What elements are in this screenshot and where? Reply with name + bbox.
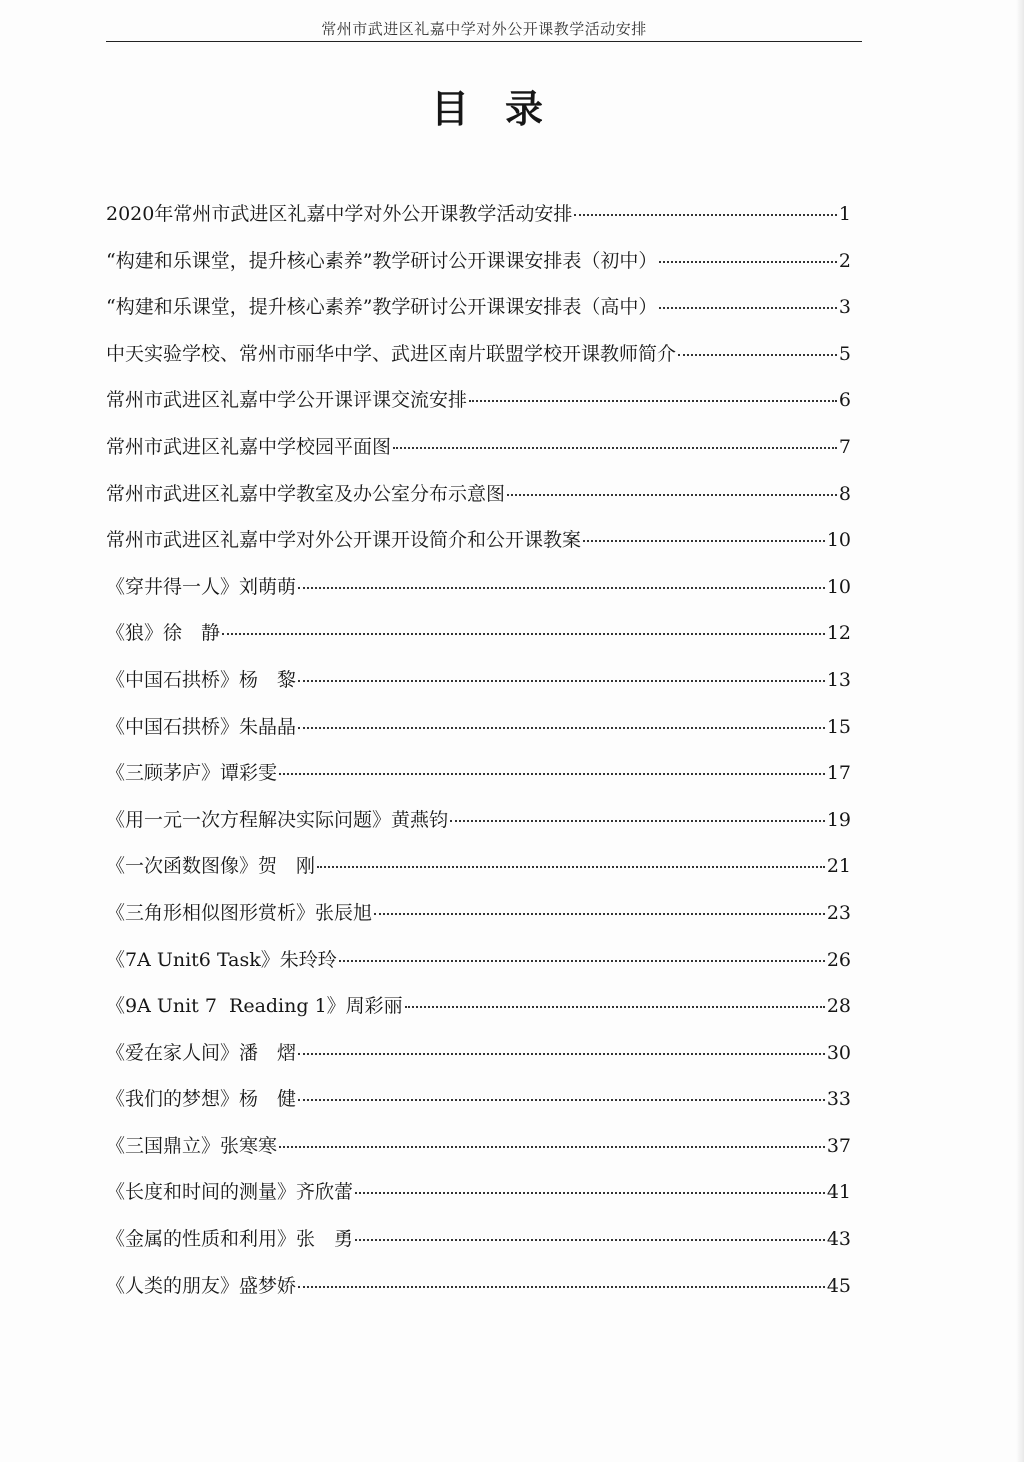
dot-leader [659,306,836,309]
dot-leader [574,213,837,216]
toc-entry-title: 《7A Unit6 Task》朱玲玲 [106,948,337,971]
toc-entry-title: 2020年常州市武进区礼嘉中学对外公开课教学活动安排 [106,203,573,225]
toc-entry-page-number: 21 [826,855,851,878]
dot-leader [659,260,836,263]
header-rule [106,41,862,42]
toc-entry[interactable] [106,945,851,992]
toc-entry-title: 常州市武进区礼嘉中学公开课评课交流安排 [106,389,468,412]
dot-leader [317,865,825,868]
toc-entry-page-number: 6 [838,389,851,412]
toc-entry-page-number: 2 [838,249,851,272]
toc-entry[interactable] [106,758,851,805]
toc-entry-title: 《金属的性质和利用》张 勇 [106,1228,354,1251]
toc-entry-title: 常州市武进区礼嘉中学校园平面图 [106,435,392,458]
toc-entry-page-number: 1 [838,203,851,225]
dot-leader [298,1052,825,1055]
dot-leader [298,586,825,589]
toc-entry-title: “构建和乐课堂，提升核心素养”教学研讨公开课课安排表（初中） [106,249,658,272]
toc-entry-title: 《人类的朋友》盛梦娇 [106,1274,297,1297]
toc-entry-title: 《狼》徐 静 [106,622,221,645]
toc-entry[interactable] [106,292,851,339]
dot-leader [393,446,837,449]
toc-entry-page-number: 15 [826,715,851,738]
toc-entry-title: 《中国石拱桥》杨 黎 [106,668,297,691]
toc-entry-title: 《三国鼎立》张寒寒 [106,1134,278,1157]
toc-entry[interactable] [106,525,851,572]
toc-entry[interactable] [106,385,851,432]
toc-entry-title: 《中国石拱桥》朱晶晶 [106,715,297,738]
toc-entry[interactable] [106,618,851,665]
toc-entry-page-number: 43 [826,1228,851,1251]
toc-entry-page-number: 37 [826,1134,851,1157]
toc-entry[interactable] [106,1177,851,1224]
toc-entry-title: 《穿井得一人》刘萌萌 [106,575,297,598]
toc-entry-page-number: 10 [826,575,851,598]
toc-entry-page-number: 19 [826,808,851,831]
toc-entry-page-number: 13 [826,668,851,691]
toc-entry[interactable] [106,1271,851,1318]
dot-leader [355,1191,825,1194]
toc-entry[interactable] [106,991,851,1038]
toc-entry[interactable] [106,432,851,479]
toc-entry[interactable] [106,246,851,293]
dot-leader [222,632,825,635]
toc-entry-title: 《三顾茅庐》谭彩雯 [106,762,278,785]
toc-entry-page-number: 30 [826,1041,851,1064]
toc-entry-page-number: 5 [838,342,851,365]
toc-entry-page-number: 23 [826,901,851,924]
dot-leader [298,726,825,729]
dot-leader [583,539,825,542]
page-title: 目录 [430,86,579,131]
dot-leader [678,353,837,356]
toc-entry-page-number: 33 [826,1088,851,1111]
toc-entry[interactable] [106,1084,851,1131]
toc-entry[interactable] [106,339,851,386]
toc-entry[interactable] [106,898,851,945]
dot-leader [279,1145,825,1148]
toc-entry-page-number: 45 [826,1274,851,1297]
toc-entry-page-number: 7 [838,435,851,458]
dot-leader [405,1005,825,1008]
toc-entry-title: “构建和乐课堂，提升核心素养”教学研讨公开课课安排表（高中） [106,296,658,319]
dot-leader [298,1285,825,1288]
toc-entry-page-number: 28 [826,995,851,1018]
toc-entry-title: 《9A Unit 7 Reading 1》周彩丽 [106,995,403,1018]
dot-leader [298,679,825,682]
toc-entry-page-number: 26 [826,948,851,971]
toc-entry[interactable] [106,1224,851,1271]
toc-entry[interactable] [106,199,851,246]
dot-leader [374,912,825,915]
dot-leader [339,959,825,962]
toc-entry-title: 中天实验学校、常州市丽华中学、武进区南片联盟学校开课教师简介 [106,342,677,365]
toc-entry[interactable] [106,479,851,526]
toc-entry-page-number: 17 [826,762,851,785]
dot-leader [450,819,825,822]
toc-entry-title: 《三角形相似图形赏析》张辰旭 [106,901,373,924]
toc-entry-title: 常州市武进区礼嘉中学对外公开课开设简介和公开课教案 [106,529,582,552]
running-header: 常州市武进区礼嘉中学对外公开课教学活动安排 [321,20,647,38]
dot-leader [469,399,837,402]
toc-entry[interactable] [106,1038,851,1085]
table-of-contents [106,199,851,1317]
toc-entry[interactable] [106,805,851,852]
toc-entry-title: 《爱在家人间》潘 熠 [106,1041,297,1064]
toc-entry-page-number: 41 [826,1181,851,1204]
dot-leader [298,1098,825,1101]
dot-leader [507,493,837,496]
toc-entry[interactable] [106,665,851,712]
toc-entry-title: 《我们的梦想》杨 健 [106,1088,297,1111]
toc-entry-title: 常州市武进区礼嘉中学教室及办公室分布示意图 [106,482,506,505]
toc-entry-page-number: 10 [826,529,851,552]
toc-entry-page-number: 3 [838,296,851,319]
toc-entry-title: 《长度和时间的测量》齐欣蕾 [106,1181,354,1204]
toc-entry-title: 《用一元一次方程解决实际问题》黄燕钧 [106,808,449,831]
toc-entry-title: 《一次函数图像》贺 刚 [106,855,316,878]
scan-edge-shadow [1016,0,1024,1462]
dot-leader [279,772,825,775]
toc-entry[interactable] [106,1131,851,1178]
toc-entry[interactable] [106,712,851,759]
toc-entry[interactable] [106,572,851,619]
toc-entry-page-number: 8 [838,482,851,505]
toc-entry-page-number: 12 [826,622,851,645]
toc-entry[interactable] [106,851,851,898]
dot-leader [355,1238,825,1241]
